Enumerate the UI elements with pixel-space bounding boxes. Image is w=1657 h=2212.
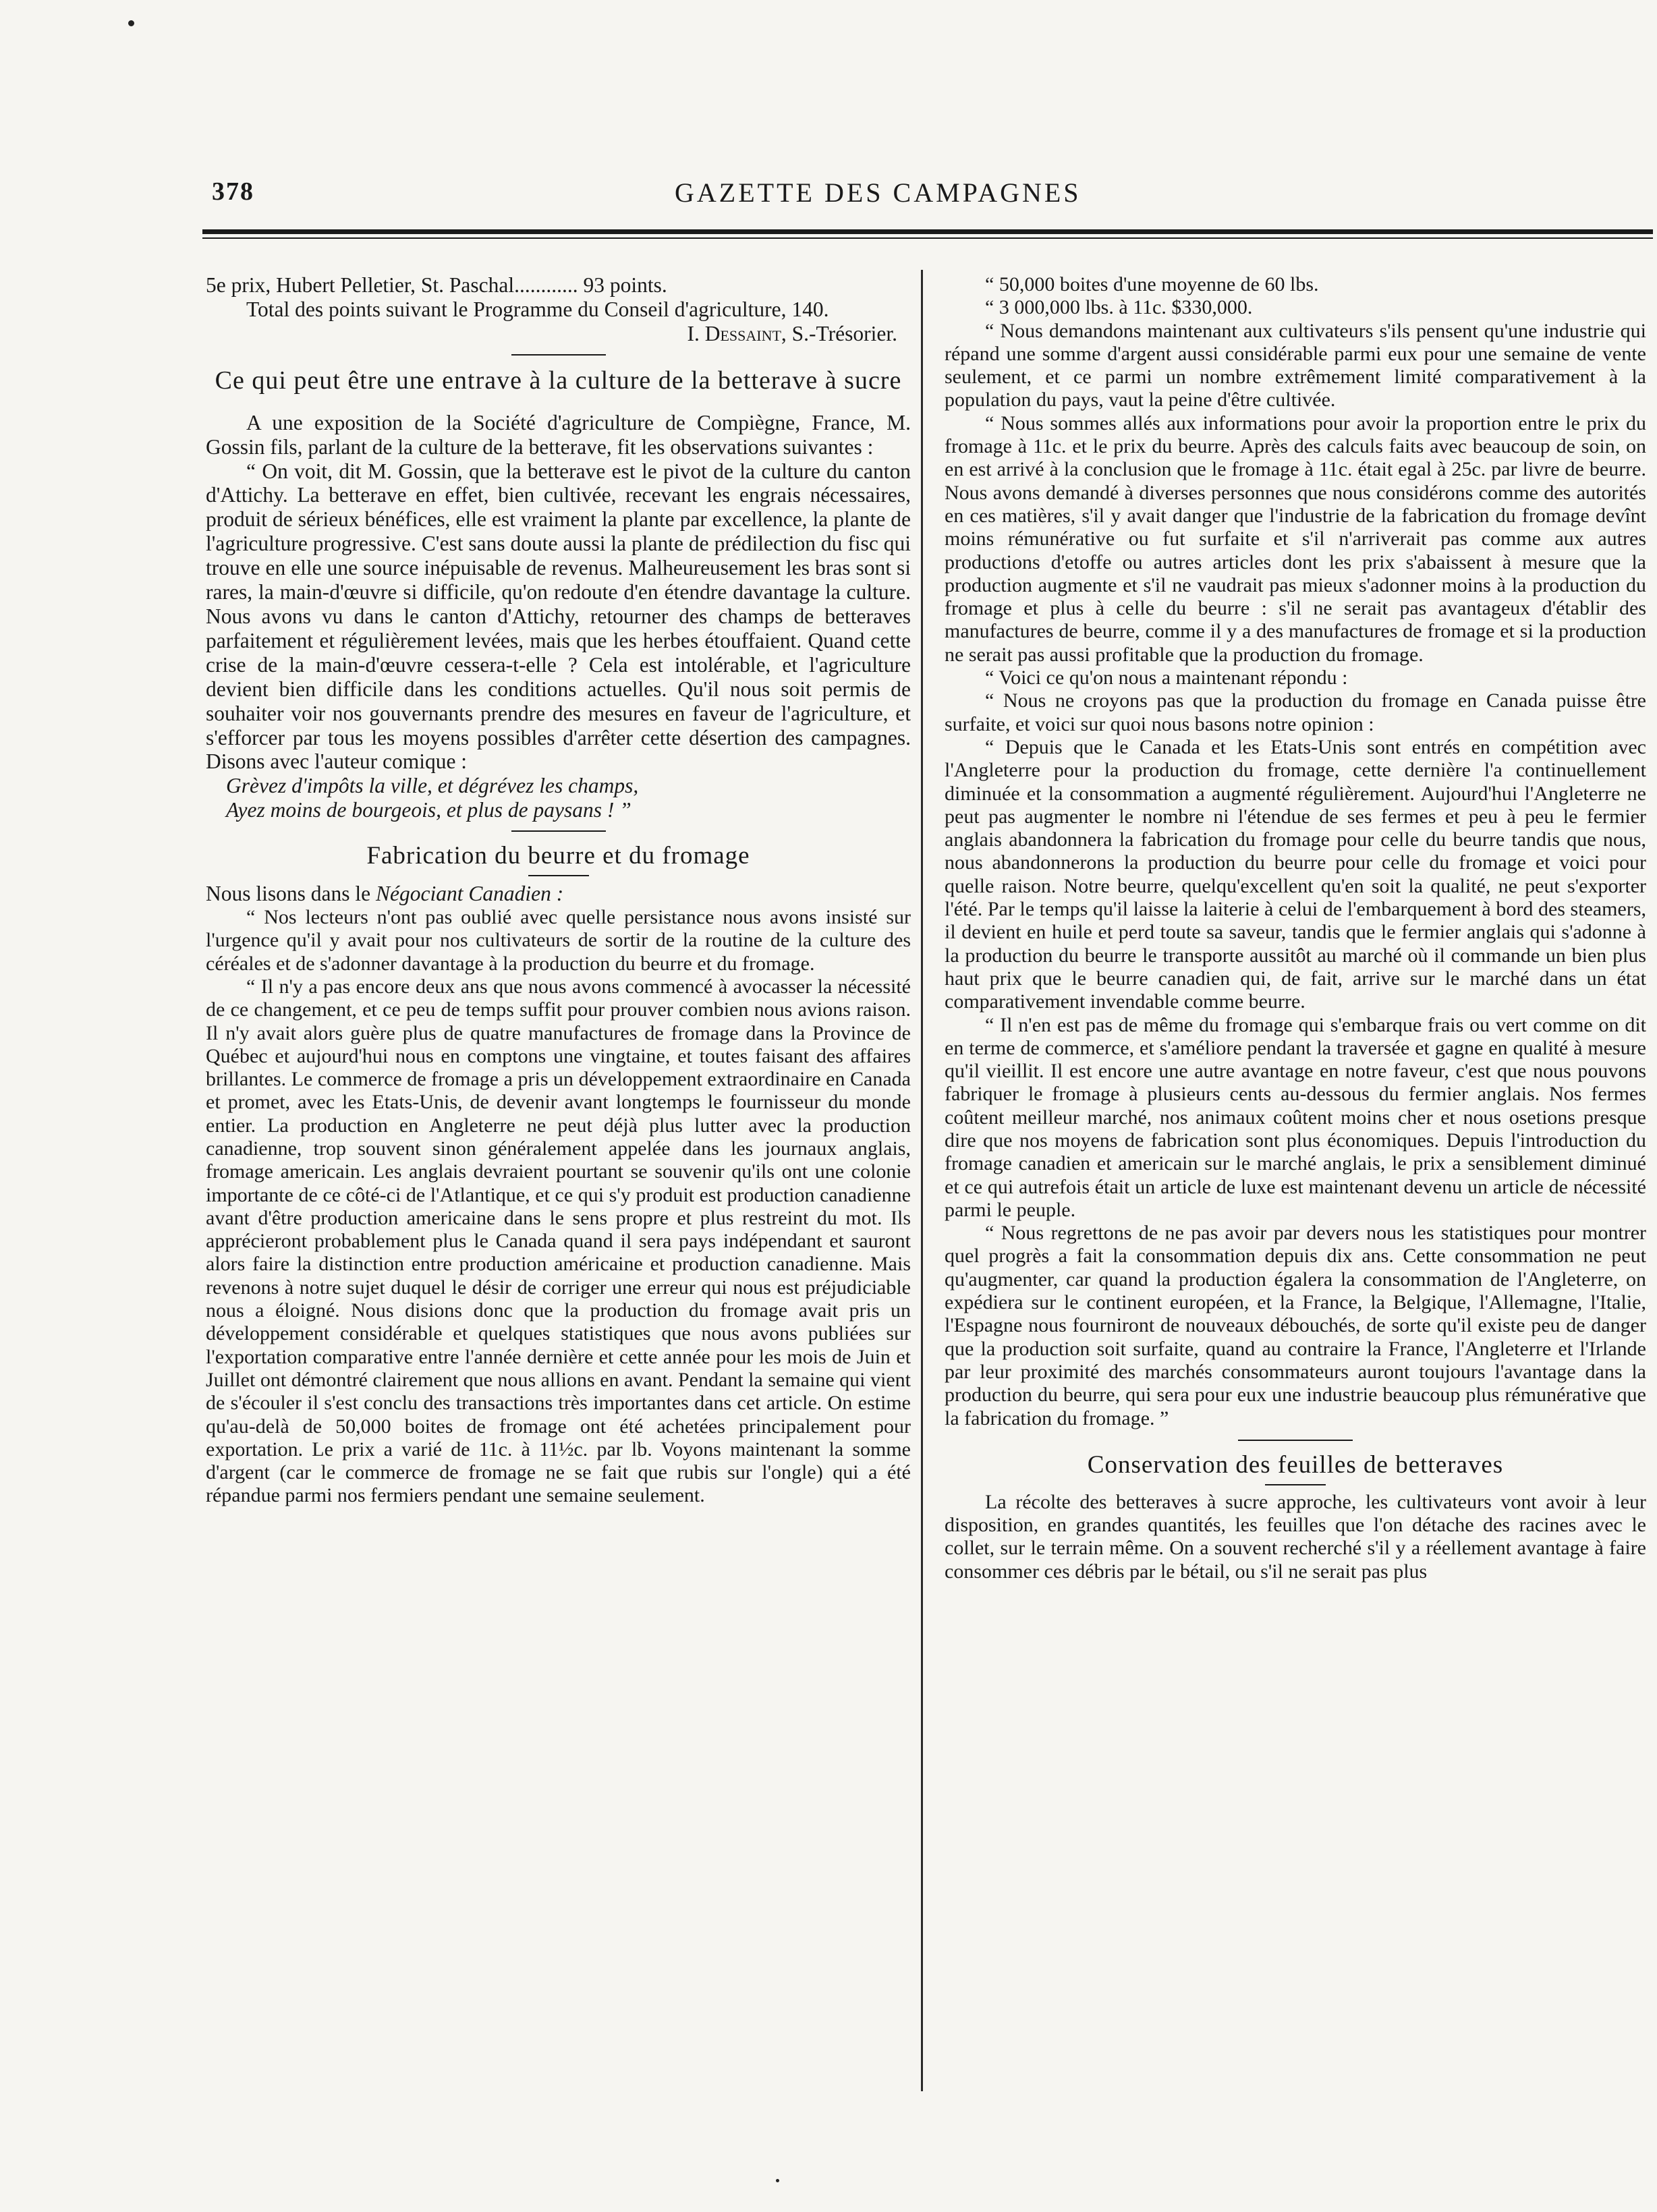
article-title-betterave: Ce qui peut être une entrave à la culture de la betterave à sucre <box>215 366 902 395</box>
signature-role: , S.-Trésorier. <box>781 321 897 345</box>
statistic-line: “ 3 000,000 lbs. à 11c. $330,000. <box>985 296 1253 319</box>
article-paragraph: “ Nous demandons maintenant aux cultivateurs s'ils pensent qu'une industrie qui répand une somme d'argent aussi considérable parmi eux pour une semaine de vente seulement, et ce parmi un nombre extrêmement limité comparativement à la population du pays, vaut la peine d'être cultivée. <box>945 319 1646 412</box>
article-paragraph: “ Nous regrettons de ne pas avoir par devers nous les statistiques pour montrer quel progrès a fait la consommation depuis dix ans. Cette consommation ne peut qu'augmenter, car quand la production égalera la consommation de l'Angleterre, on expédiera sur le continent européen, et la France, la Belgique, l'Allemagne, l'Italie, l'Espagne nous fourniront de nouveaux débouchés, de sorte qu'il existe peu de danger que la production soit surfaite, quand au contraire la France, l'Angleterre et l'Irlande par leur proximité des marchés consommateurs auront toujours l'avantage dans la production du beurre, qui sera pour eux une industrie beaucoup plus rémunérative que la fabrication du fromage. ” <box>945 1222 1646 1429</box>
prize-line: 5e prix, Hubert Pelletier, St. Paschal............ 93 points. <box>206 273 667 297</box>
ink-speck <box>776 2179 779 2182</box>
statistic-line: “ 50,000 boites d'une moyenne de 60 lbs. <box>985 273 1319 295</box>
title-rule <box>528 875 589 876</box>
total-line: Total des points suivant le Programme du Conseil d'agriculture, 140. <box>246 297 829 321</box>
title-rule <box>1265 1484 1326 1485</box>
header-rule-thin <box>202 237 1653 239</box>
section-rule <box>1238 1440 1353 1441</box>
signature <box>206 322 911 346</box>
article-paragraph: La récolte des betteraves à sucre approche, les cultivateurs vont avoir à leur disposition, en grandes quantités, les feuilles que l'on détache des racines avec le collet, sur le terrain même. On a souvent recherché s'il y a réellement avantage à faire consommer ces débris par le bétail, ou s'il ne serait pas plus <box>945 1490 1646 1583</box>
intro-prefix: Nous lisons dans le <box>206 882 376 906</box>
page-number: 378 <box>212 177 254 206</box>
article-intro <box>206 882 911 906</box>
article-paragraph: “ Nous sommes allés aux informations pour avoir la proportion entre le prix du fromage à 11c. et le prix du beurre. Après des calculs faits avec beaucoup de soin, on en est arrivé à la conclusion que le fromage à 11c. était egal à 25c. par livre de beurre. Nous avons demandé à diverses personnes que nous considérons comme des autorités en ces matières, s'il y avait danger que l'industrie de la fabrication du fromage devînt moins rémunérative ou fut surfaite et s'il n'arriverait pas comme aux autres productions d'etoffe ou autres articles dont les prix s'abaissent à mesure que la production augmente et s'il ne vaudrait pas mieux s'adonner moins à la production du fromage et plus à celle du beurre : s'il ne serait pas avantageux d'établir des manufactures de beurre, comme il y a des manufactures de fromage et si la production ne serait pas aussi profitable que la production du fromage. <box>945 412 1646 666</box>
article-paragraph: “ Nous ne croyons pas que la production du fromage en Canada puisse être surfaite, et voici sur quoi nous basons notre opinion : <box>945 689 1646 735</box>
article-paragraph: “ Depuis que le Canada et les Etats-Unis sont entrés en compétition avec l'Angleterre pour la production du fromage, cette dernière l'a continuellement diminuée et la consommation a augmenté régulièrement. Aujourd'hui l'Angleterre ne peut pas augmenter le nombre ni l'étendue de ses fermes et peu à peu le fermier anglais abandonnera la fabrication du fromage pour celle du beurre tandis que nous, nous abandonnerons la production du beurre pour celle du fromage et voici pour quelle raison. Notre beurre, quelqu'excellent qu'en soit la qualité, ne peut s'exporter l'été. Par le temps qu'il laisse la laiterie à celui de l'embarquement à bord des steamers, il devient en huile et perd toute sa saveur, tandis que le fermier anglais qui s'adonne à la production du beurre le transporte aussitôt au marché où il commande un bien plus haut prix que le beurre canadien qui, de fait, arrive sur le marché dans un état comparativement invendable comme beurre. <box>945 735 1646 1013</box>
verse-line: Grèvez d'impôts la ville, et dégrévez les champs, <box>226 774 639 798</box>
article-title-conservation: Conservation des feuilles de betteraves <box>1087 1450 1504 1479</box>
article-paragraph: A une exposition de la Société d'agriculture de Compiègne, France, M. Gossin fils, parlant de la culture de la betterave, fit les observations suivantes : <box>206 410 911 459</box>
header-rule-thick <box>202 229 1653 234</box>
article-paragraph: “ On voit, dit M. Gossin, que la betterave est le pivot de la culture du canton d'Attichy. La betterave en effet, bien cultivée, recevant les engrais nécessaires, produit de sérieux bénéfices, elle est vraiment la plante par excellence, la plante de l'agriculture progressive. C'est sans doute aussi la plante de prédilection du fisc qui trouve en elle une source inépuisable de revenus. Malheureusement les bras sont si rares, la main-d'œuvre si difficile, qu'on redoute d'en étendre davantage la culture. Nous avons vu dans le canton d'Attichy, retourner des champs de betteraves parfaitement et régulièrement levées, mais que les herbes étouffaient. Quand cette crise de la main-d'œuvre cessera-t-elle ? Cela est intolérable, et l'agriculture devient bien difficile dans les conditions actuelles. Qu'il nous soit permis de souhaiter voir nos gouvernants prendre des mesures en faveur de l'agriculture, et s'efforcer par tous les moyens possibles d'arrêter cette désertion des campagnes. Disons avec l'auteur comique : <box>206 459 911 774</box>
section-rule <box>511 354 606 356</box>
verse-line: Ayez moins de bourgeois, et plus de paysans ! ” <box>226 798 631 822</box>
journal-title: GAZETTE DES CAMPAGNES <box>675 177 1082 208</box>
article-title-fabrication: Fabrication du beurre et du fromage <box>366 842 750 870</box>
article-paragraph: “ Il n'y a pas encore deux ans que nous avons commencé à avocasser la nécessité de ce changement, et ce peu de temps suffit pour prouver combien nous avions raison. Il n'y avait alors guère plus de quatre manufactures de fromage dans la Province de Québec et aujourd'hui nous en comptons une vingtaine, et toutes faisant des affaires brillantes. Le commerce de fromage a pris un développement extraordinaire en Canada et promet, avec les Etats-Unis, de devenir avant longtemps le fournisseur du monde entier. La production en Angleterre ne peut déjà plus lutter avec la production canadienne, trop souvent sinon généralement appelée dans les journaux anglais, fromage americain. Les anglais devraient pourtant se souvenir qu'ils ont une colonie importante de ce côté-ci de l'Atlantique, et ce qui s'y produit est production canadienne avant d'être production americaine dans le sens propre et plus restreint du mot. Ils apprécieront probablement plus le Canada quand il sera pays indépendant et sauront alors faire la distinction entre production américaine et production canadienne. Mais revenons à notre sujet duquel le désir de corriger une erreur qui nous est préjudiciable nous a éloigné. Nous disions donc que la production du fromage avait pris un développement considérable et quelques statistiques que nous avons publiées sur l'exportation comparative entre l'année dernière et cette année pour les mois de Juin et Juillet ont démontré clairement que nous allions en avant. Pendant la semaine qui vient de s'écouler il s'est conclu des transactions très importantes dans cet article. On estime qu'au-delà de 50,000 boites de fromage ont été achetées principalement pour exportation. Le prix a varié de 11c. à 11½c. par lb. Voyons maintenant la somme d'argent (car le commerce de fromage ne se fait que rubis sur l'ongle) qui a été répandue parmi nos fermiers pendant une semaine seulement. <box>206 975 911 1507</box>
article-paragraph: “ Nos lecteurs n'ont pas oublié avec quelle persistance nous avons insisté sur l'urgence qu'il y avait pour nos cultivateurs de sortir de la routine de la culture des céréales et de s'adonner davantage à la production du beurre et du fromage. <box>206 906 911 975</box>
right-column <box>945 273 1646 1583</box>
ink-speck <box>128 20 134 26</box>
source-name: Négociant Canadien : <box>376 882 564 906</box>
article-paragraph: “ Il n'en est pas de même du fromage qui s'embarque frais ou vert comme on dit en terme de commerce, et s'améliore pendant la traversée et gagne en qualité à mesure qu'il vieillit. Il est encore une autre avantage en notre faveur, c'est que nous pouvons fabriquer le fromage à plusieurs cents au-dessous du fermier anglais. Nos fermes coûtent meilleur marché, nos animaux coûtent moins cher et nous osetions presque dire que nos moyens de fabrication sont plus économiques. Depuis l'introduction du fromage canadien et americain sur le marché anglais, le prix a sensiblement diminué et ce qui autrefois était un article de luxe est maintenant devenu un article de nécessité parmi le peuple. <box>945 1013 1646 1221</box>
article-paragraph: “ Voici ce qu'on nous a maintenant répondu : <box>985 667 1348 689</box>
page-header <box>202 177 1653 210</box>
section-rule <box>511 830 606 832</box>
left-column <box>206 273 911 1508</box>
column-separator <box>921 270 923 2091</box>
signature-name: I. Dessaint <box>687 321 781 345</box>
